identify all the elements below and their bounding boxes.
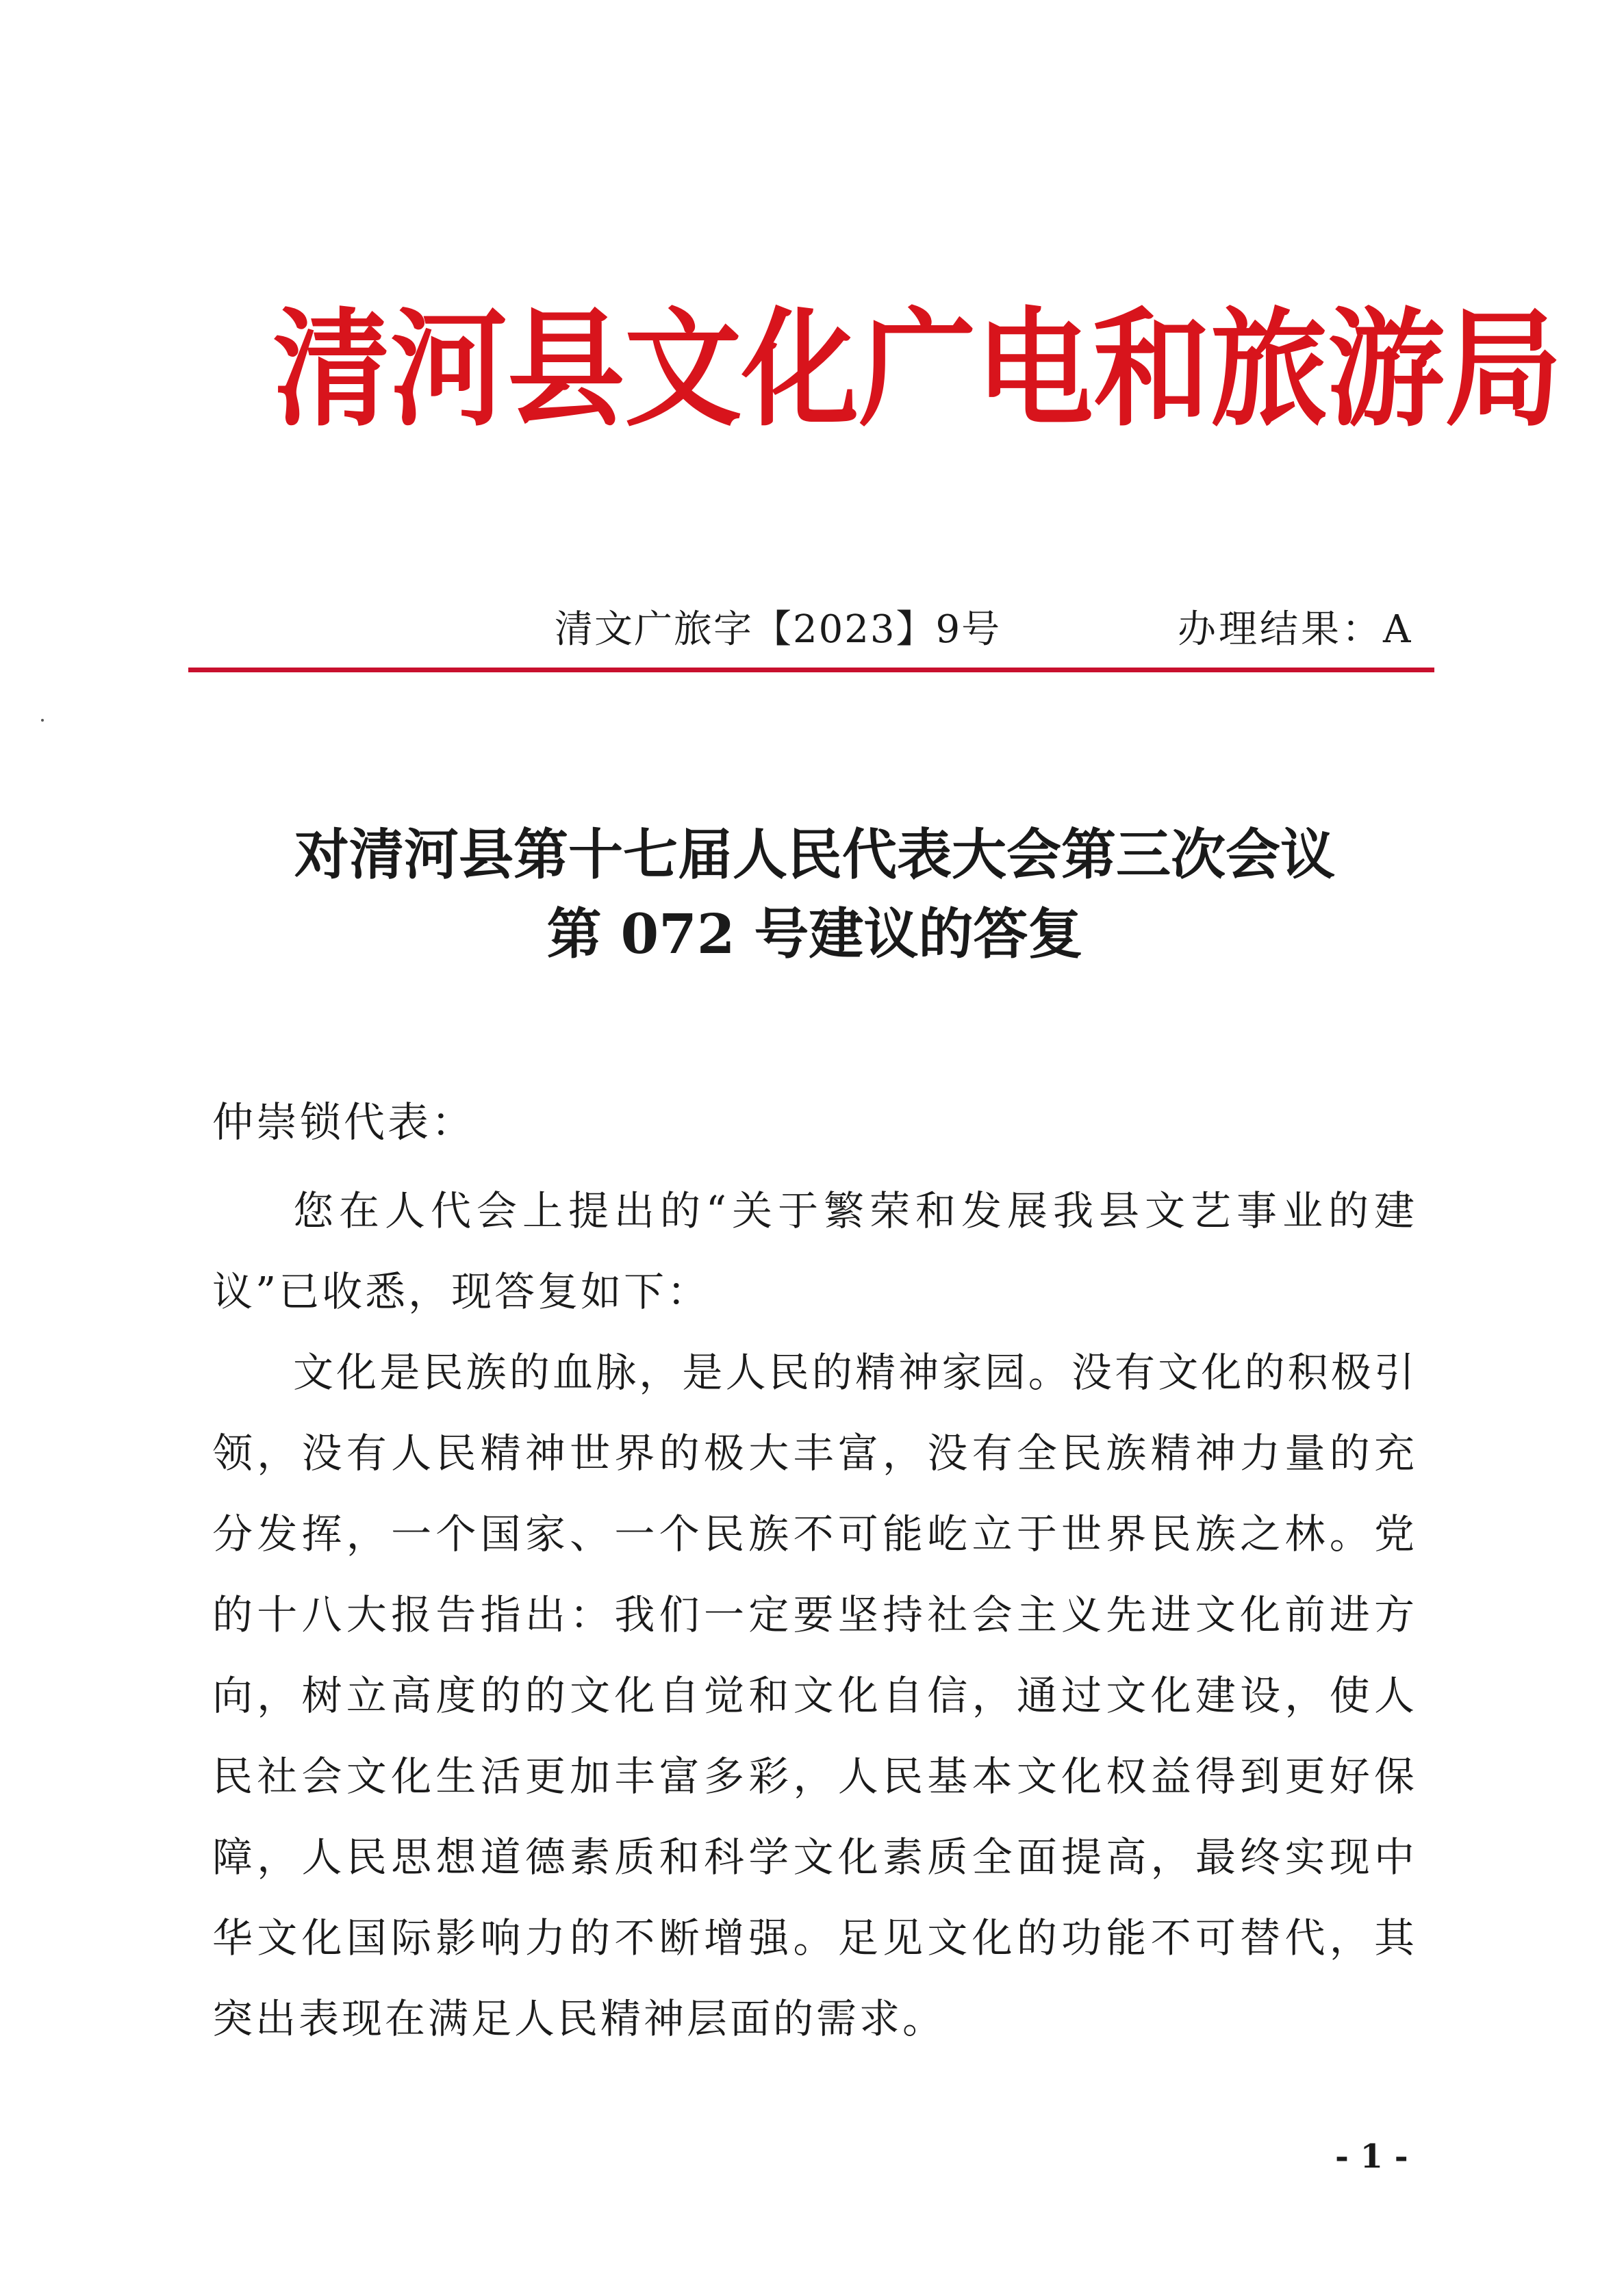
paragraph-2: 文化是民族的血脉，是人民的精神家园。没有文化的积极引领，没有人民精神世界的极大丰富，没有全民族精神力量的充分发挥，一个国家、一个民族不可能屹立于世界民族之林。党的十八大报告指出：我们一定要坚持社会主义先进文化前进方向，树立高度的的文化自觉和文化自信，通过文化建设，使人民社会文化生活更加丰富多彩，人民基本文化权益得到更好保障，人民思想道德素质和科学文化素质全面提高，最终实现中华文化国际影响力的不断增强。足见文化的功能不可替代，其突出表现在满足人民精神层面的需求。	[212, 1349, 1417, 2042]
body-text	[212, 1171, 1417, 2059]
page-number: - 1 -	[1335, 2137, 1408, 2176]
reply-title-line2: 第 072 号建议的答复	[546, 902, 1083, 966]
handling-result: 办理结果：A	[1178, 607, 1414, 652]
document-number: 清文广旅字【2023】9号	[555, 607, 1002, 652]
paragraph-1: 您在人代会上提出的“关于繁荣和发展我县文艺事业的建议”已收悉，现答复如下：	[212, 1187, 1417, 1315]
scan-speck	[41, 719, 44, 722]
salutation: 仲崇锁代表：	[212, 1099, 475, 1147]
letterhead-divider	[188, 668, 1434, 672]
reply-title-line1: 对清河县第十七届人民代表大会第三次会议	[294, 822, 1335, 887]
agency-letterhead: 清河县文化广电和旅游局	[272, 295, 1562, 444]
reply-title	[137, 815, 1493, 974]
